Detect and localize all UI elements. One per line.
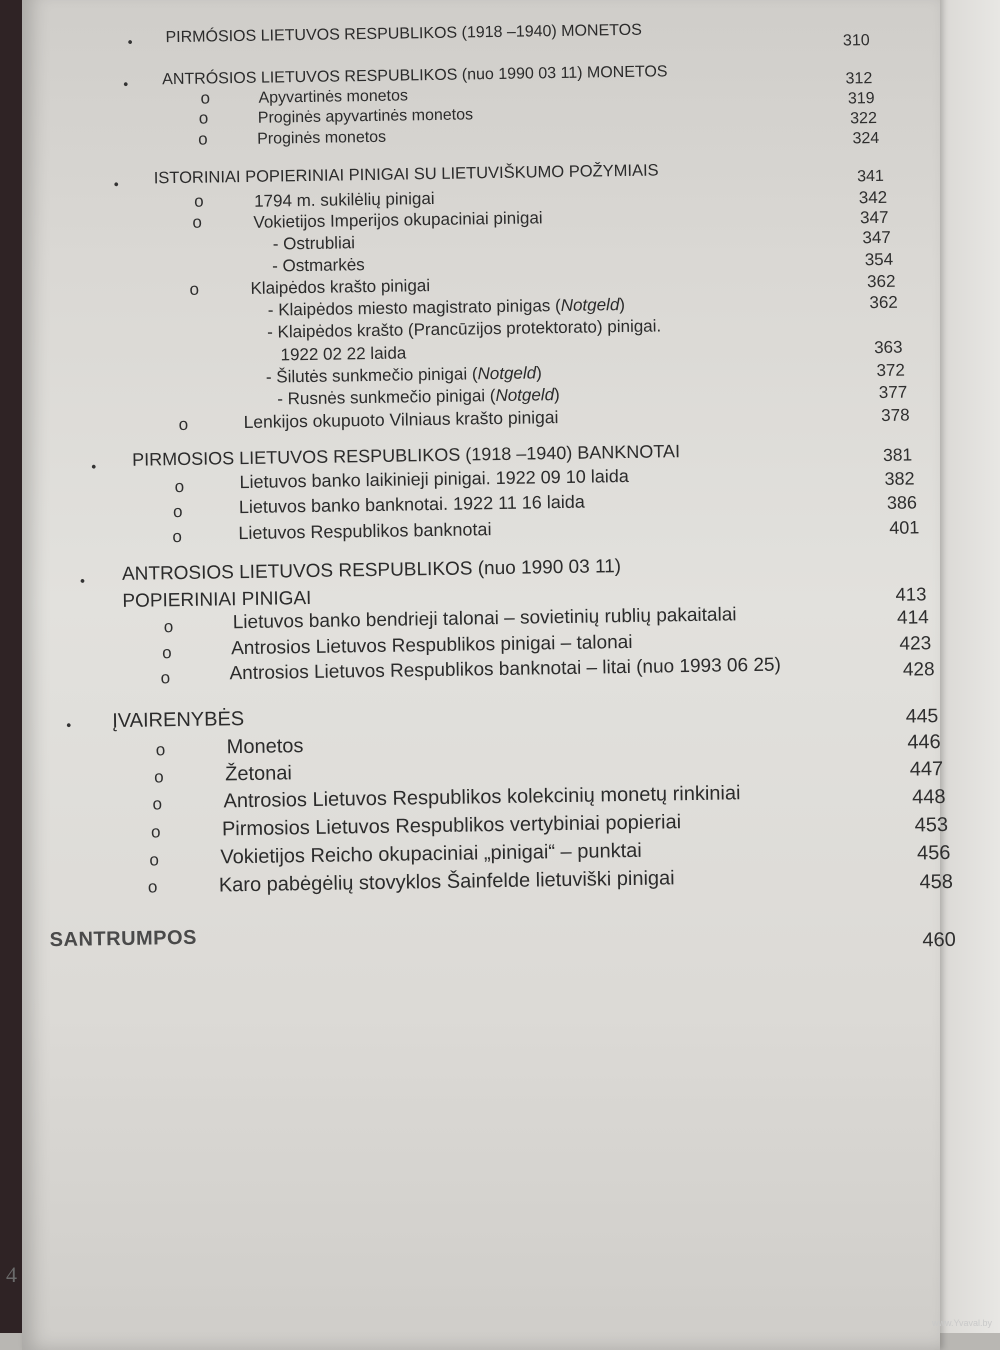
sub-marker-icon: o <box>193 191 204 211</box>
toc-page-number: 423 <box>899 633 932 655</box>
toc-page-number: 312 <box>845 70 873 88</box>
toc-page-number: 354 <box>864 249 894 270</box>
bullet-icon: • <box>66 716 72 733</box>
toc-page-number: 413 <box>895 583 927 605</box>
toc-section-title: PIRMÓSIOS LIETUVOS RESPUBLIKOS (1918 –1940) MONETOS <box>165 21 642 47</box>
bullet-icon: • <box>91 458 97 475</box>
sub-marker-icon: o <box>178 414 189 435</box>
toc-item: Antrosios Lietuvos Respublikos banknotai – litai (nuo 1993 06 25) <box>229 654 781 685</box>
sub-marker-icon: o <box>198 129 208 149</box>
bullet-icon: • <box>127 33 133 50</box>
toc-page-number: 362 <box>866 271 896 292</box>
sub-marker-icon: o <box>172 501 183 522</box>
toc-item: Vokietijos Reicho okupaciniai „pinigai“ – punktai <box>220 839 642 869</box>
toc-item: Proginės apyvartinės monetos <box>257 106 474 127</box>
toc-page-number: 310 <box>842 32 870 50</box>
toc-item: Proginės monetos <box>257 128 387 148</box>
toc-page-number: 401 <box>889 517 920 538</box>
toc-item: Monetos <box>226 735 304 759</box>
sub-marker-icon: o <box>152 794 163 814</box>
toc-section-title: ANTROSIOS LIETUVOS RESPUBLIKOS (nuo 1990 03 11) <box>121 556 622 585</box>
toc-section-title: ANTRÓSIOS LIETUVOS RESPUBLIKOS (nuo 1990 03 11) MONETOS <box>162 63 668 89</box>
toc-page-number: 414 <box>896 607 929 629</box>
toc-page-number: 322 <box>850 110 878 128</box>
toc-item: Apyvartinės monetos <box>258 87 409 107</box>
toc-page-number: 445 <box>905 705 939 728</box>
toc-subitem: - Ostmarkės <box>272 255 365 276</box>
sub-marker-icon: o <box>150 822 161 842</box>
toc-section-title: ISTORINIAI POPIERINIAI PINIGAI SU LIETUVIŠKUMO POŽYMIAIS <box>153 161 659 188</box>
toc-item: Pirmosios Lietuvos Respublikos vertybiniai popieriai <box>221 811 682 841</box>
sub-marker-icon: o <box>174 476 185 497</box>
toc-page-number: 453 <box>914 813 949 837</box>
toc-section-title: PIRMOSIOS LIETUVOS RESPUBLIKOS (1918 –1940) BANKNOTAI <box>132 441 681 470</box>
toc-subitem: - Rusnės sunkmečio pinigai (Notgeld) <box>277 385 560 409</box>
toc-subitem: - Ostrubliai <box>272 233 356 254</box>
toc-section-title: ĮVAIRENYBĖS <box>112 708 245 733</box>
toc-item: Antrosios Lietuvos Respublikos kolekcinių monetų rinkiniai <box>223 782 741 813</box>
bullet-icon: • <box>123 75 129 92</box>
toc-page-number: 460 <box>922 928 956 952</box>
sub-marker-icon: o <box>189 279 200 299</box>
toc-subitem: - Klaipėdos miesto magistrato pinigas (Notgeld) <box>267 294 626 320</box>
toc-page-number: 447 <box>909 758 944 781</box>
toc-page-number: 378 <box>881 405 910 425</box>
sub-marker-icon: o <box>160 668 171 688</box>
watermark: www.Yvaval.by <box>931 1318 992 1328</box>
toc-subitem: - Šilutės sunkmečio pinigai (Notgeld) <box>265 363 542 387</box>
sub-marker-icon: o <box>155 740 166 760</box>
toc-item: Lietuvos Respublikos banknotai <box>238 519 492 544</box>
toc-page-number: 448 <box>912 786 946 809</box>
abbreviations-title: SANTRUMPOS <box>49 926 198 952</box>
toc-page-number: 382 <box>884 468 915 489</box>
toc-page-number: 363 <box>873 337 903 358</box>
toc-item: Lietuvos banko banknotai. 1922 11 16 laida <box>238 491 585 518</box>
toc-item: Žetonai <box>224 762 293 786</box>
sub-marker-icon: o <box>147 877 158 897</box>
sub-marker-icon: o <box>149 850 160 870</box>
toc-page-number: 381 <box>882 444 913 465</box>
toc-item: Lenkijos okupuoto Vilniaus krašto pinigai <box>243 407 559 432</box>
toc-item: Vokietijos Imperijos okupaciniai pinigai <box>253 208 543 232</box>
toc-page-number: 428 <box>902 659 935 681</box>
sub-marker-icon: o <box>154 767 164 787</box>
toc-section-title-cont: POPIERINIAI PINIGAI <box>122 587 312 612</box>
toc-page-number: 456 <box>916 841 951 865</box>
sub-marker-icon: o <box>172 526 183 547</box>
bullet-icon: • <box>113 175 119 193</box>
toc-item: 1794 m. sukilėlių pinigai <box>253 188 435 211</box>
bullet-icon: • <box>79 572 86 589</box>
toc-page-number: 458 <box>919 870 954 894</box>
sub-marker-icon: o <box>198 108 209 128</box>
sub-marker-icon: o <box>162 643 172 663</box>
toc-page-number: 347 <box>862 227 891 248</box>
toc-item: Lietuvos banko bendrieji talonai – sovietinių rublių pakaitalai <box>232 604 737 634</box>
sub-marker-icon: o <box>192 212 203 232</box>
toc-page-number: 446 <box>907 731 941 754</box>
toc-item: Klaipėdos krašto pinigai <box>250 276 431 298</box>
page-number: 4 <box>6 1262 17 1287</box>
toc-page-number: 342 <box>858 187 888 208</box>
toc-item: Lietuvos banko laikinieji pinigai. 1922 09 10 laida <box>239 465 629 493</box>
toc-page-number: 377 <box>878 382 908 403</box>
toc-page-number: 362 <box>869 292 898 313</box>
toc-page-number: 319 <box>847 90 875 108</box>
toc-page-number: 347 <box>859 207 889 228</box>
toc-item: Karo pabėgėlių stovyklos Šainfelde lietuviški pinigai <box>218 867 675 897</box>
toc-page-number: 386 <box>886 492 918 513</box>
toc-subitem: - Klaipėdos krašto (Prancūzijos protektorato) pinigai. <box>267 316 662 342</box>
toc-subitem: 1922 02 22 laida <box>280 343 407 365</box>
toc-page-number: 324 <box>852 129 880 148</box>
sub-marker-icon: o <box>200 88 211 108</box>
toc-page-number: 372 <box>876 360 906 381</box>
toc-item: Antrosios Lietuvos Respublikos pinigai – talonai <box>230 631 633 660</box>
toc-page-number: 341 <box>856 167 884 186</box>
sub-marker-icon: o <box>163 617 174 637</box>
